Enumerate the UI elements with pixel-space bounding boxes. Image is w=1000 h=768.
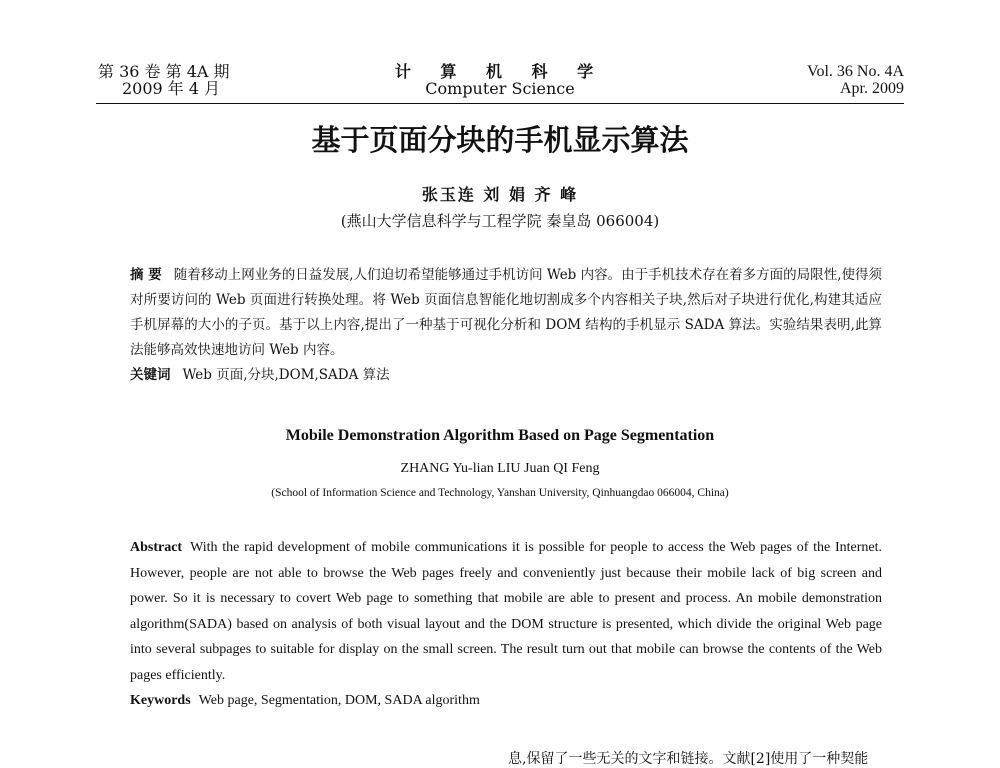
keywords-en <box>130 688 882 714</box>
volume-en: Vol. 36 No. 4A <box>806 63 904 80</box>
journal-issue <box>98 64 230 98</box>
journal-name-cn: 计 算 机 科 学 <box>394 62 606 81</box>
abstract-en <box>130 535 882 714</box>
abstract-cn-text: 随着移动上网业务的日益发展,人们迫切希望能够通过手机访问 Web 内容。由于手机技术存在着多方面的局限性,使得须对所要访问的 Web 页面进行转换处理。将 Web 页面信息智能化地切割成多个内容相关子块,然后对子块进行优化,构建其适应手机屏幕的大小的子页。基于以上内容,提出了一种基于可视化分析和 DOM 结构的手机显示 SADA 算法。实验结果表明,此算法能够高效快速地访问 Web 内容。 <box>130 267 882 358</box>
publication-date-cn: 2009 年 4 月 <box>122 78 221 98</box>
abstract-cn-label: 摘 要 <box>130 267 162 283</box>
abstract-en-paragraph <box>130 535 882 688</box>
keywords-cn-label: 关键词 <box>130 367 171 383</box>
journal-name-en: Computer Science <box>425 78 575 98</box>
affiliation-en: (School of Information Science and Technology, Yanshan University, Qinhuangdao 066004, China) <box>271 487 729 499</box>
abstract-en-text: With the rapid development of mobile communications it is possible for people to access the Web pages of the Internet. However, people are not able to browse the Web pages freely and conveniently just because their mobile lack of big screen and power. So it is necessary to covert Web page to something that mobile are able to present and process. An mobile demonstration algorithm(SADA) based on analysis of both visual layout and the DOM structure is presented, which divide the original Web page into several subpages to suitable for display on the small screen. The result turn out that mobile can browse the contents of the Web pages efficiently. <box>130 540 882 683</box>
abstract-cn <box>130 263 882 388</box>
paper-title-cn: 基于页面分块的手机显示算法 <box>311 123 689 157</box>
body-text-fragment: 息,保留了一些无关的文字和链接。文献[2]使用了一种契能 <box>508 751 869 767</box>
keywords-cn-text: Web 页面,分块,DOM,SADA 算法 <box>182 367 390 383</box>
abstract-cn-paragraph <box>130 263 882 363</box>
authors-en: ZHANG Yu-lian LIU Juan QI Feng <box>400 461 600 476</box>
paper-title-en: Mobile Demonstration Algorithm Based on Page Segmentation <box>285 427 715 444</box>
authors-cn: 张玉连 刘 娟 齐 峰 <box>421 185 579 204</box>
journal-name <box>380 64 620 98</box>
publication-date-en: Apr. 2009 <box>840 79 904 97</box>
keywords-en-label: Keywords <box>130 693 191 708</box>
keywords-en-text: Web page, Segmentation, DOM, SADA algorithm <box>198 693 480 708</box>
affiliation-cn: (燕山大学信息科学与工程学院 秦皇岛 066004) <box>340 212 660 230</box>
header-rule <box>96 103 904 104</box>
volume-issue: 第 36 卷 第 4A 期 <box>98 62 230 81</box>
journal-volume-en <box>807 64 904 98</box>
keywords-cn <box>130 363 882 388</box>
abstract-en-label: Abstract <box>130 540 183 555</box>
